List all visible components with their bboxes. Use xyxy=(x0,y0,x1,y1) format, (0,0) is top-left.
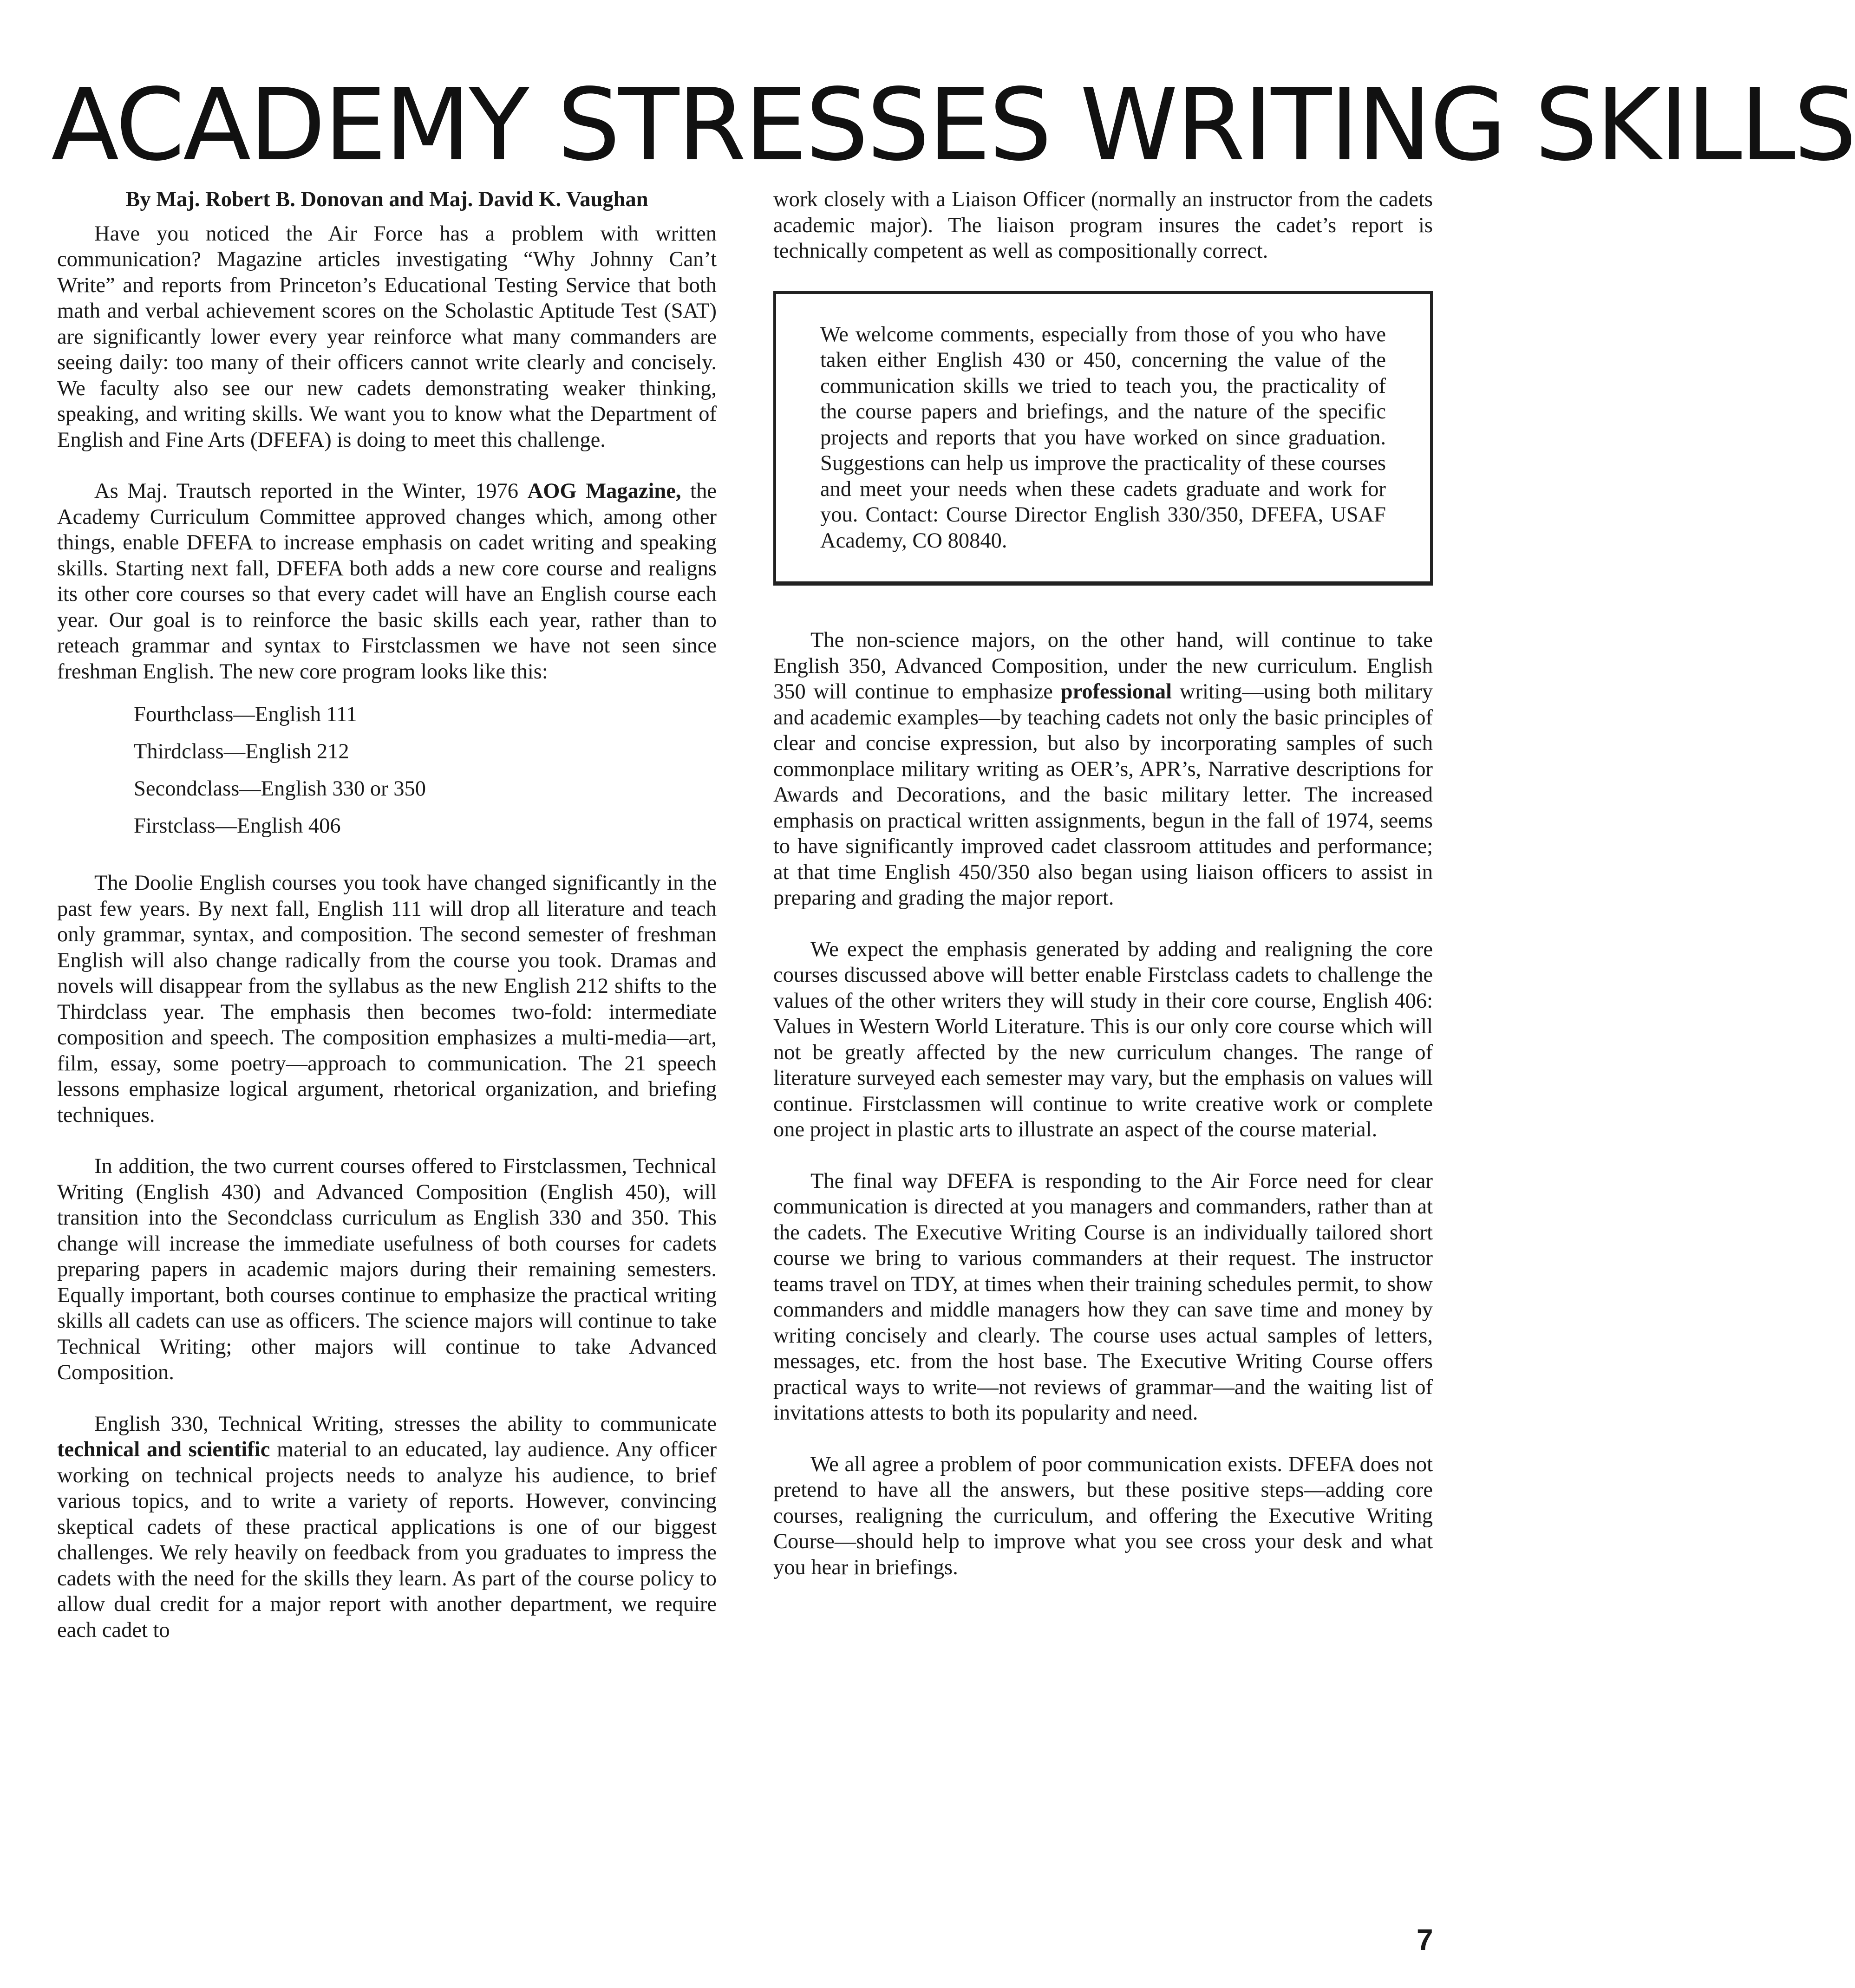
page-number: 7 xyxy=(1417,1923,1433,1956)
text-run: material to an educated, lay audience. Any officer working on technical projects needs to analyze his audience, to brief various topics, and to write a variety of reports. However, convincing skeptical cadets of these practical applications is one of our biggest challenges. We rely heavily on feedback from you graduates to impress the cadets with the need for the skills they learn. As part of the course policy to allow dual credit for a major report with another department, we require each cadet to xyxy=(57,1438,717,1642)
text-run: English 330, Technical Writing, stresses the ability to communicate xyxy=(94,1412,717,1436)
article-paragraph: We expect the emphasis generated by adding and realigning the core courses discussed above will better enable Firstclass cadets to challenge the values of the other writers they will study in their core course, English 406: Values in Western World Literature. This is our only core course which will not be greatly affected by the new curriculum changes. The range of literature surveyed each semester may vary, but the emphasis on values will continue. Firstclassmen will continue to write creative work or complete one project in plastic arts to illustrate an aspect of the course material. xyxy=(773,937,1433,1141)
comment-box-text: We welcome comments, especially from those of you who have taken either English 430 or 450, concerning the value of the communication skills we tried to teach you, the practicality of the course papers and briefings, and the nature of the specific projects and reports that you have worked on since graduation. Suggestions can help us improve the practicality of these courses and meet your needs when these cadets graduate and work for you. Contact: Course Director English 330/350, DFEFA, USAF Academy, CO 80840. xyxy=(820,322,1386,553)
emphasis-text: technical and scientific xyxy=(57,1438,270,1461)
text-run: As Maj. Trautsch reported in the Winter, 1976 xyxy=(94,479,528,503)
article-paragraph: Have you noticed the Air Force has a problem with written communication? Magazine articles investigating “Why Johnny Can’t Write” and reports from Princeton’s Educational Testing Service that both math and verbal achievement scores on the Scholastic Aptitude Test (SAT) are significantly lower every year reinforce what many commanders are seeing daily: too many of their officers cannot write clearly and concisely. We faculty also see our new cadets demonstrating weaker thinking, speaking, and writing skills. We want you to know what the Department of English and Fine Arts (DFEFA) is doing to meet this challenge. xyxy=(57,222,717,452)
article-paragraph-continued: work closely with a Liaison Officer (normally an instructor from the cadets academic major). The liaison program insures the cadet’s report is technically competent as well as compositionally correct. xyxy=(773,188,1433,263)
right-column xyxy=(773,187,1433,1606)
article-paragraph: In addition, the two current courses offered to Firstclassmen, Technical Writing (English 430) and Advanced Composition (English 450), will transition into the Secondclass curriculum as English 330 and 350. This change will increase the immediate usefulness of both courses for cadets preparing papers in academic majors during their remaining semesters. Equally important, both courses continue to emphasize the practical writing skills all cadets can use as officers. The science majors will continue to take Technical Writing; other majors will continue to take Advanced Composition. xyxy=(57,1154,717,1384)
article-paragraph xyxy=(773,627,1433,911)
core-program-item: Secondclass—English 330 or 350 xyxy=(134,777,426,801)
magazine-name: AOG Magazine, xyxy=(527,479,681,503)
left-column xyxy=(57,187,717,1669)
emphasis-text: professional xyxy=(1060,680,1172,704)
article-paragraph: We all agree a problem of poor communication exists. DFEFA does not pretend to have all the answers, but these positive steps—adding core courses, realigning the curriculum, and offering the Executive Writing Course—should help to improve what you see cross your desk and what you hear in briefings. xyxy=(773,1452,1433,1579)
core-program-item: Firstclass—English 406 xyxy=(134,814,341,838)
core-program-item: Fourthclass—English 111 xyxy=(134,703,357,726)
text-run: the Academy Curriculum Committee approved changes which, among other things, enable DFEFA to increase emphasis on cadet writing and speaking skills. Starting next fall, DFEFA both adds a new core course and realigns its other core courses so that every cadet will have an English course each year. Our goal is to reinforce the basic skills each year, rather than to reteach grammar and syntax to Firstclassmen we have not seen since freshman English. The new core program looks like this: xyxy=(57,479,717,684)
text-run: writing—using both military and academic examples—by teaching cadets not only the basic principles of clear and concise expression, but also by incorporating samples of such commonplace military writing as OER’s, APR’s, Narrative descriptions for Awards and Decorations, and the basic military letter. The increased emphasis on practical written assignments, begun in the fall of 1974, seems to have significantly improved cadet classroom attitudes and performance; at that time English 450/350 also began using liaison officers to assist in preparing and grading the major report. xyxy=(773,680,1433,910)
byline: By Maj. Robert B. Donovan and Maj. David K. Vaughan xyxy=(125,188,648,211)
core-program-item: Thirdclass—English 212 xyxy=(134,740,349,763)
article-paragraph xyxy=(57,478,717,684)
article-paragraph: The final way DFEFA is responding to the Air Force need for clear communication is directed at you managers and commanders, rather than at the cadets. The Executive Writing Course is an individually tailored short course we bring to various commanders at their request. The instructor teams travel on TDY, at times when their training schedules permit, to show commanders and middle managers how they can save time and money by writing concisely and clearly. The course uses actual samples of letters, messages, etc. from the host base. The Executive Writing Course offers practical ways to write—not reviews of grammar—and the waiting list of invitations attests to both its popularity and need. xyxy=(773,1169,1433,1425)
text-run: The non-science majors, on the other hand, will continue to take English 350, Advanced Composition, under the new curriculum. English 350 will continue to emphasize xyxy=(773,628,1433,704)
headline: ACADEMY STRESSES WRITING SKILLS xyxy=(51,67,1855,183)
core-program-list xyxy=(134,696,717,845)
comment-box xyxy=(773,291,1433,586)
article-paragraph xyxy=(57,1411,717,1643)
article-paragraph: The Doolie English courses you took have changed significantly in the past few years. By next fall, English 111 will drop all literature and teach only grammar, syntax, and composition. The second semester of freshman English will also change radically from the course you took. Dramas and novels will disappear from the syllabus as the new English 212 shifts to the Thirdclass year. The emphasis then becomes two-fold: intermediate composition and speech. The composition emphasizes a multi-media—art, film, essay, some poetry—approach to communication. The 21 speech lessons emphasize logical argument, rhetorical organization, and briefing techniques. xyxy=(57,871,717,1127)
